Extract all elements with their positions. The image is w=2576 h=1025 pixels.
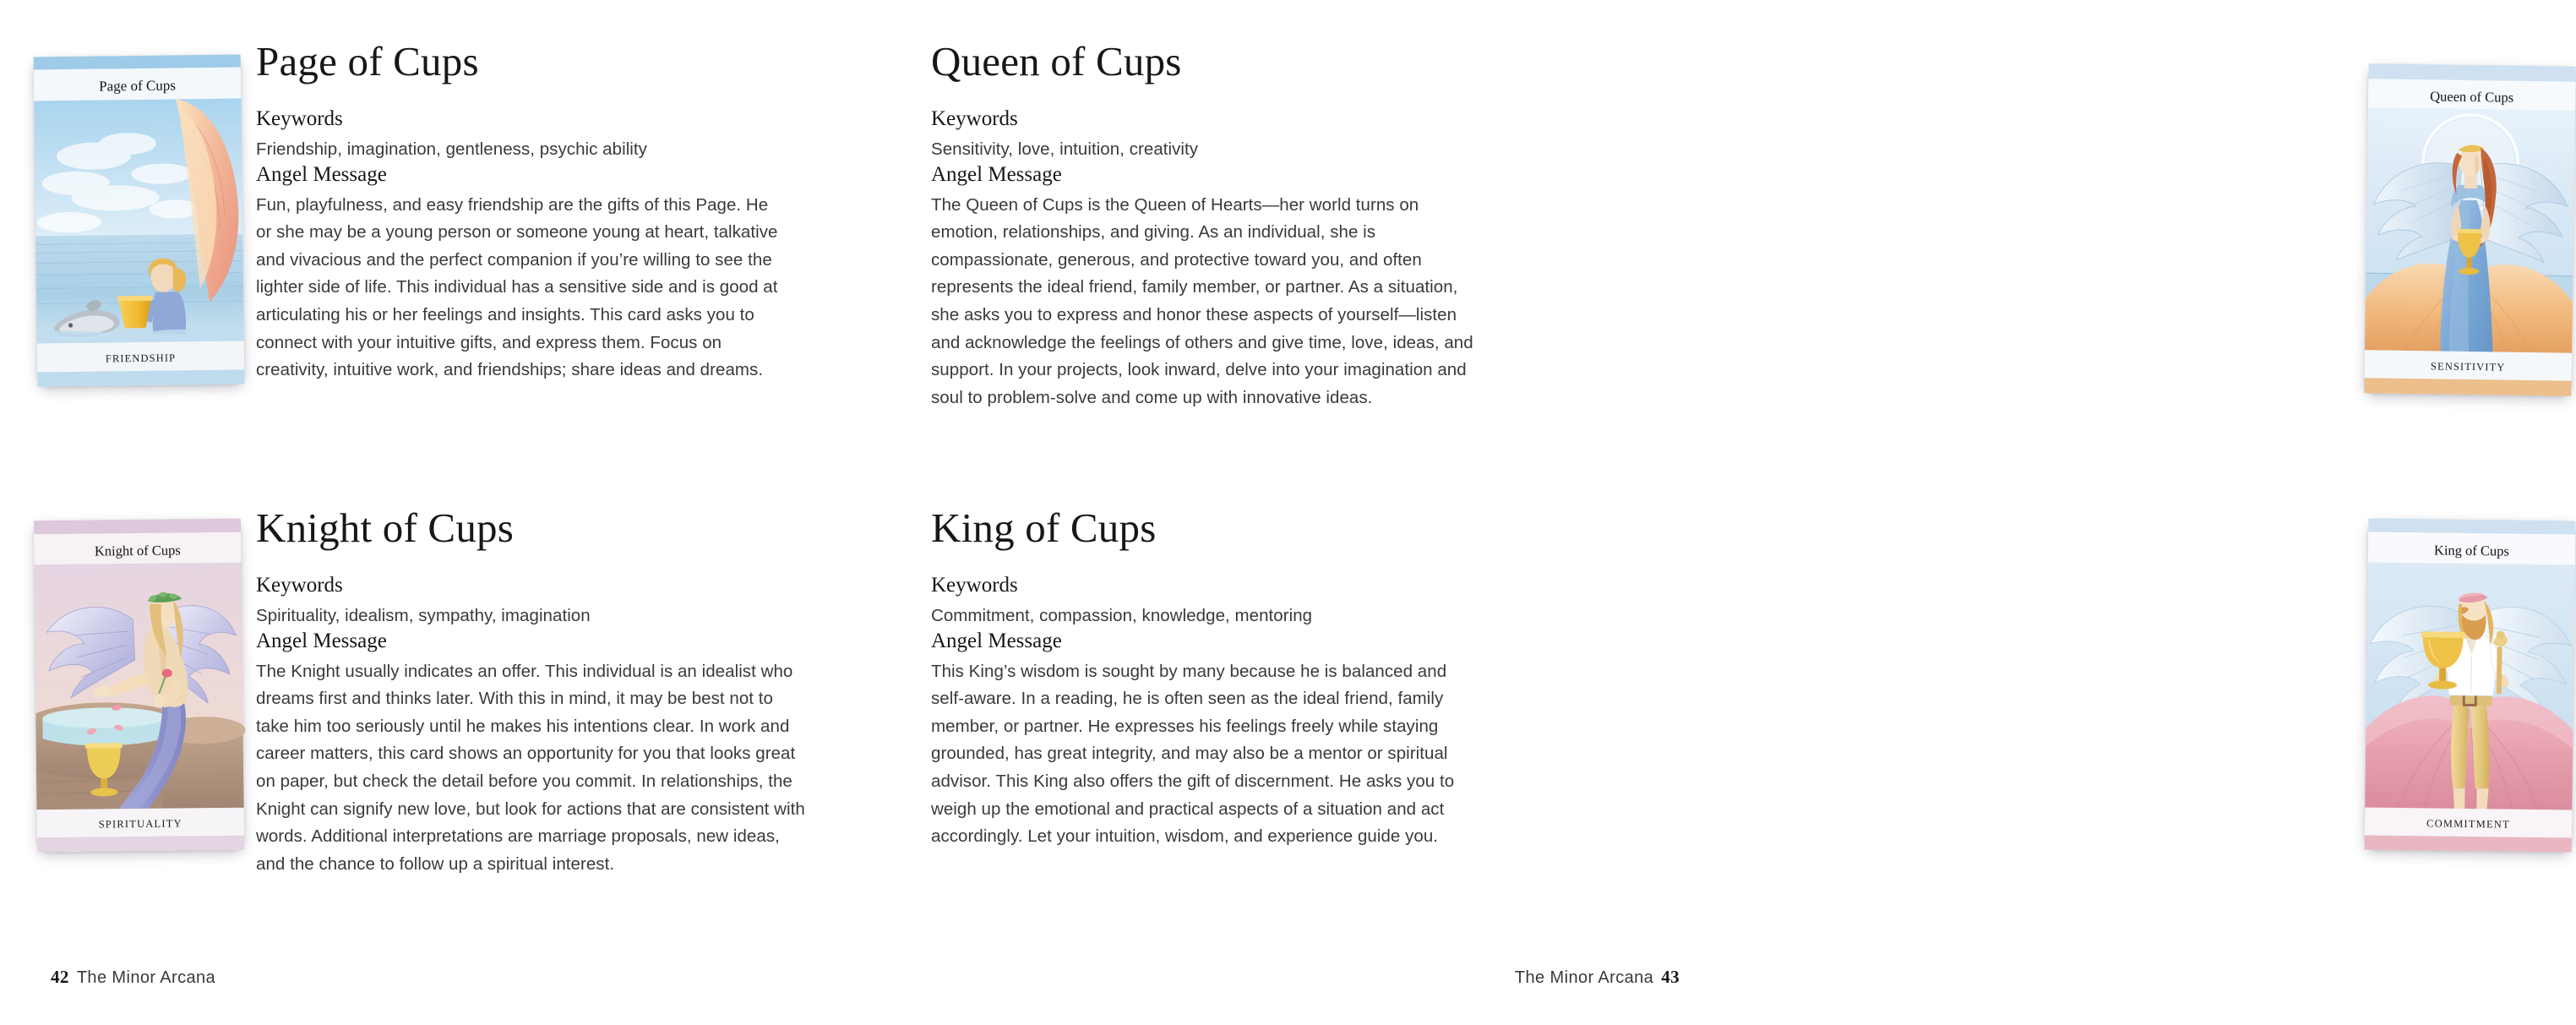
angel-message-text-king-of-cups: This King’s wisdom is sought by many because he is balanced and self-aware. In a reading, he is often seen as the ideal friend, family member, or partner. He expresses his feelings freely while staying grounded, has great integrity, and may also be a mentor or spiritual advisor. This King also offers the gift of discernment. He asks you to weigh up the emotional and practical aspects of a situation and act accordingly. Let your intuition, wisdom, and experience guide you. xyxy=(931,661,1455,847)
king-of-cups-card-art xyxy=(2365,519,2576,853)
angel-message-text-page-of-cups: Fun, playfulness, and easy friendship are the gifts of this Page. He or she may be a young person or someone young at heart, talkative and vivacious and the perfect companion if you’re willing to see the lighter side of life. This individual has a sensitive side and is good at articulating his or her feelings and insights. This card asks you to connect with your intuitive gifts, and express them. Focus on creativity, intuitive work, and friendships; share ideas and dreams. xyxy=(256,194,778,380)
svg-text:COMMITMENT: COMMITMENT xyxy=(2426,817,2510,831)
knight-of-cups-card-art xyxy=(34,519,244,853)
keywords-heading: Keywords xyxy=(256,574,343,597)
page-title-queen-of-cups: Queen of Cups xyxy=(931,38,1182,85)
svg-text:SPIRITUALITY: SPIRITUALITY xyxy=(98,817,182,831)
page-of-cups-card-art xyxy=(34,55,245,387)
tarot-card-page-of-cups xyxy=(34,55,245,387)
keywords-text-knight-of-cups: Spirituality, idealism, sympathy, imagination xyxy=(256,605,591,625)
keywords-block-king-of-cups xyxy=(931,574,1480,630)
svg-text:SENSITIVITY: SENSITIVITY xyxy=(2430,360,2506,373)
text-column-king-of-cups xyxy=(931,504,1480,851)
svg-text:FRIENDSHIP: FRIENDSHIP xyxy=(105,352,177,365)
text-column-knight-of-cups xyxy=(256,504,805,878)
running-head-left: The Minor Arcana xyxy=(76,968,216,987)
angel-message-block-knight-of-cups xyxy=(256,630,805,878)
svg-text:King of Cups: King of Cups xyxy=(2433,542,2510,559)
text-column-page-of-cups xyxy=(256,38,788,384)
svg-text:Page of Cups: Page of Cups xyxy=(99,77,176,95)
queen-of-cups-card-art xyxy=(2364,63,2575,395)
keywords-block-page-of-cups xyxy=(256,107,788,163)
angel-message-heading: Angel Message xyxy=(256,630,387,653)
angel-message-heading: Angel Message xyxy=(256,163,387,187)
angel-message-block-king-of-cups xyxy=(931,630,1480,851)
folio-right xyxy=(1515,967,1680,988)
text-column-queen-of-cups xyxy=(931,38,1489,412)
keywords-block-queen-of-cups xyxy=(931,107,1489,163)
tarot-card-king-of-cups xyxy=(2365,519,2576,853)
running-head-right: The Minor Arcana xyxy=(1514,968,1654,987)
keywords-heading: Keywords xyxy=(931,574,1018,597)
keywords-heading: Keywords xyxy=(256,107,343,130)
angel-message-block-queen-of-cups xyxy=(931,163,1489,412)
page-title-page-of-cups: Page of Cups xyxy=(256,38,479,85)
angel-message-heading: Angel Message xyxy=(931,163,1062,187)
page-title-king-of-cups: King of Cups xyxy=(931,504,1157,551)
keywords-text-queen-of-cups: Sensitivity, love, intuition, creativity xyxy=(931,139,1199,159)
angel-message-heading: Angel Message xyxy=(931,630,1062,653)
tarot-card-queen-of-cups xyxy=(2364,63,2575,395)
svg-text:Queen of Cups: Queen of Cups xyxy=(2430,88,2514,106)
angel-message-text-queen-of-cups: The Queen of Cups is the Queen of Hearts—her world turns on emotion, relationships, and giving. As an individual, she is compassionate, generous, and protective toward you, and often represents the ideal friend, family member, or partner. As a situation, she asks you to express and honor these aspects of yourself—listen and acknowledge the feelings of others and give time, love, ideas, and support. In your projects, look inward, delve into your imagination and soul to problem-solve and come up with innovative ideas. xyxy=(931,194,1473,407)
page-title-knight-of-cups: Knight of Cups xyxy=(256,504,514,551)
keywords-block-knight-of-cups xyxy=(256,574,805,630)
page-number-left: 42 xyxy=(51,967,69,987)
angel-message-text-knight-of-cups: The Knight usually indicates an offer. This individual is an idealist who dreams first and thinks later. With this in mind, it may be best not to take him too seriously until he makes his intentions clear. In work and career matters, this card shows an opportunity for you that looks great on paper, but check the detail before you commit. In relationships, the Knight can signify new love, but look for actions that are consistent with words. Additional interpretations are marriage proposals, new ideas, and the chance to follow up a spiritual interest. xyxy=(256,661,805,874)
page-number-right: 43 xyxy=(1661,967,1680,987)
keywords-text-page-of-cups: Friendship, imagination, gentleness, psychic ability xyxy=(256,139,647,159)
folio-left xyxy=(51,967,215,988)
svg-text:Knight of Cups: Knight of Cups xyxy=(94,542,181,559)
angel-message-block-page-of-cups xyxy=(256,163,788,384)
keywords-text-king-of-cups: Commitment, compassion, knowledge, mentoring xyxy=(931,605,1313,625)
tarot-card-knight-of-cups xyxy=(34,519,244,853)
keywords-heading: Keywords xyxy=(931,107,1018,130)
